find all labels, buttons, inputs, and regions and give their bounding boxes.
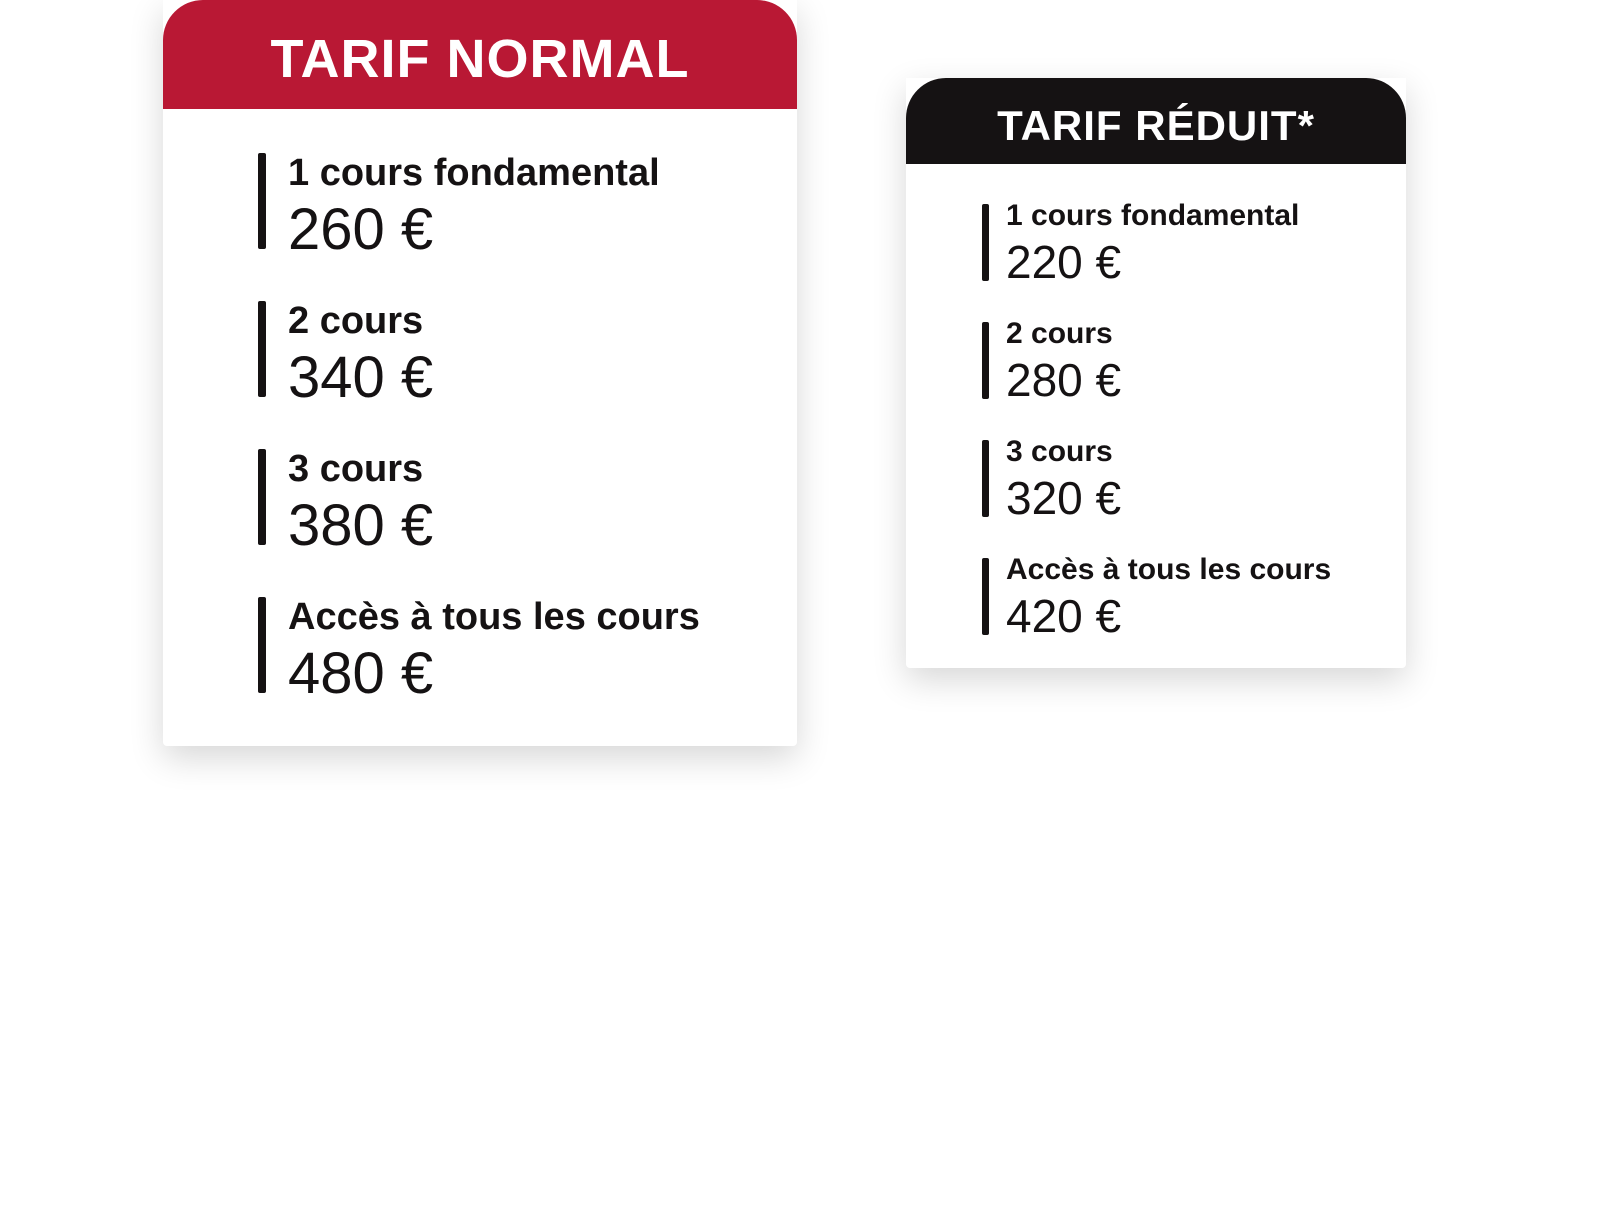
reduced-price-item — [982, 553, 1406, 642]
reduced-price-item — [982, 317, 1406, 406]
normal-price-item — [258, 152, 797, 262]
reduced-price-item — [982, 199, 1406, 288]
item-label: Accès à tous les cours — [1006, 553, 1332, 586]
item-label: 2 cours — [288, 300, 424, 342]
reduced-price-list — [906, 164, 1406, 642]
item-accent-bar — [982, 558, 989, 635]
item-accent-bar — [258, 597, 266, 693]
item-label: Accès à tous les cours — [288, 596, 700, 638]
item-label: 3 cours — [288, 448, 424, 490]
item-price: 380 € — [288, 493, 434, 558]
reduced-pricing-card — [906, 78, 1406, 668]
item-accent-bar — [982, 322, 989, 399]
item-price: 480 € — [288, 641, 434, 706]
normal-pricing-card — [163, 0, 797, 746]
reduced-price-item — [982, 435, 1406, 524]
reduced-card-title: TARIF RÉDUIT* — [906, 78, 1406, 164]
item-label: 1 cours fondamental — [288, 152, 660, 194]
normal-card-title: TARIF NORMAL — [163, 0, 797, 109]
item-price: 280 € — [1006, 354, 1122, 406]
normal-price-item — [258, 448, 797, 558]
item-accent-bar — [982, 204, 989, 281]
item-price: 320 € — [1006, 472, 1122, 524]
item-accent-bar — [258, 301, 266, 397]
item-label: 3 cours — [1006, 435, 1113, 468]
item-price: 220 € — [1006, 236, 1122, 288]
item-accent-bar — [258, 153, 266, 249]
item-accent-bar — [982, 440, 989, 517]
normal-price-item — [258, 596, 797, 706]
item-accent-bar — [258, 449, 266, 545]
item-price: 340 € — [288, 345, 434, 410]
normal-price-list — [163, 109, 797, 706]
item-price: 260 € — [288, 197, 434, 262]
item-price: 420 € — [1006, 590, 1122, 642]
item-label: 1 cours fondamental — [1006, 199, 1300, 232]
item-label: 2 cours — [1006, 317, 1113, 350]
normal-price-item — [258, 300, 797, 410]
